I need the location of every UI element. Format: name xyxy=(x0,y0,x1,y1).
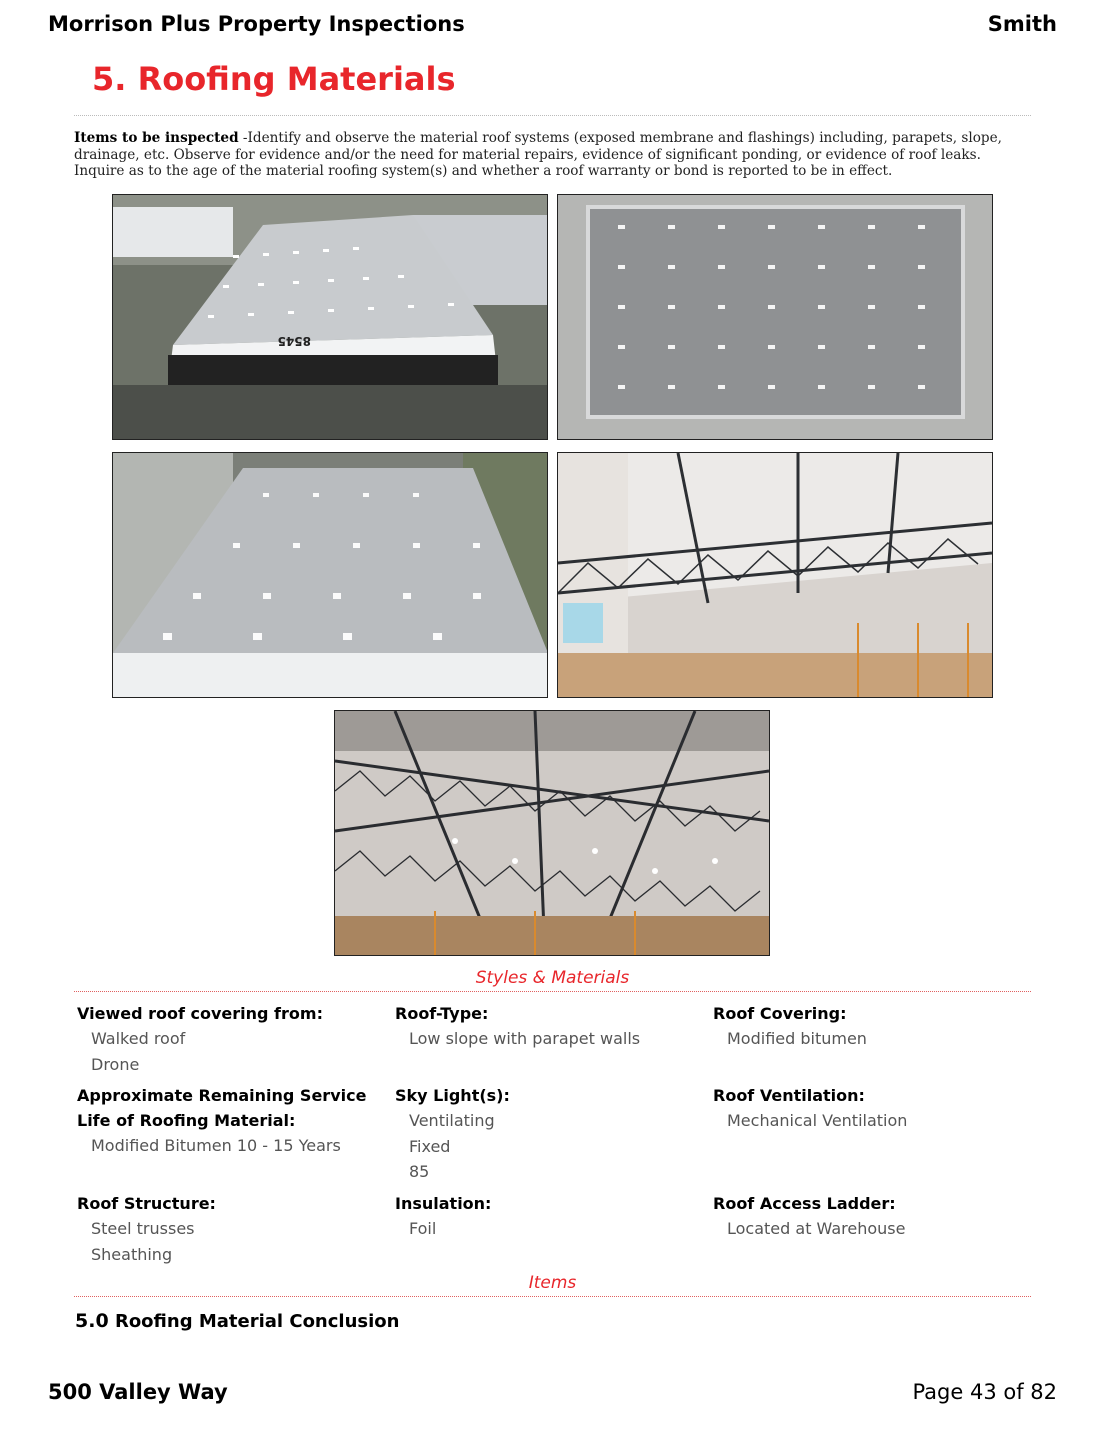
field-label: Roof Ventilation: xyxy=(713,1086,865,1105)
aerial-roof-top-down-photo[interactable] xyxy=(557,194,993,440)
items-divider xyxy=(74,1296,1031,1297)
field-value: Fixed xyxy=(409,1136,451,1156)
field-value: Foil xyxy=(409,1219,437,1238)
roof-type-field xyxy=(395,1001,695,1052)
field-label: Roof Covering: xyxy=(713,1004,847,1023)
service-life-field xyxy=(77,1083,377,1159)
field-label: Roof Access Ladder: xyxy=(713,1194,896,1213)
scope-label: Items to be inspected xyxy=(74,130,239,146)
styles-materials-heading: Styles & Materials xyxy=(475,968,630,988)
sky-lights-field xyxy=(395,1083,695,1185)
conclusion-title: Roofing Material Conclusion xyxy=(114,1311,400,1332)
field-label: Viewed roof covering from: xyxy=(77,1004,323,1023)
field-value: Modified bitumen xyxy=(727,1029,867,1048)
page-number: Page 43 of 82 xyxy=(912,1380,1057,1404)
scope-text: -Identify and observe the material roof systems (exposed membrane and flashings) including, parapets, slope, drainage, etc. Observe for evidence and/or the need for material repairs, evidence of significant ponding, or evidence of roof leaks. Inquire as to the age of the material roofing system(s) and whether a roof warranty or bond is reported to be in effect. xyxy=(74,130,1002,179)
styles-divider xyxy=(74,991,1031,992)
section-title: 5. Roofing Materials xyxy=(92,60,456,98)
items-heading: Items xyxy=(528,1273,577,1293)
field-label: Insulation: xyxy=(395,1194,492,1213)
conclusion-number: 5.0 xyxy=(75,1310,109,1332)
aerial-roof-angled-photo[interactable] xyxy=(112,194,548,440)
field-label: Roof-Type: xyxy=(395,1004,489,1023)
interior-trusses-photo[interactable] xyxy=(334,710,770,956)
viewed-from-field xyxy=(77,1001,377,1077)
field-value: Walked roof xyxy=(91,1029,186,1048)
field-value: Sheathing xyxy=(91,1244,173,1264)
client-name: Smith xyxy=(987,12,1057,36)
field-value: Drone xyxy=(91,1054,140,1074)
aerial-roof-front-photo[interactable] xyxy=(112,452,548,698)
field-label: Roof Structure: xyxy=(77,1194,216,1213)
field-value: Modified Bitumen 10 - 15 Years xyxy=(91,1136,341,1155)
field-value: 85 xyxy=(409,1162,430,1181)
property-address: 500 Valley Way xyxy=(48,1380,228,1404)
conclusion-item[interactable] xyxy=(75,1310,399,1332)
roof-ventilation-field xyxy=(713,1083,1013,1134)
title-divider xyxy=(74,115,1031,116)
field-value: Low slope with parapet walls xyxy=(409,1029,641,1048)
insulation-field xyxy=(395,1191,695,1242)
roof-number-label: 8545 xyxy=(277,334,311,348)
inspection-scope xyxy=(74,130,1034,180)
field-value: Mechanical Ventilation xyxy=(727,1111,908,1130)
roof-access-ladder-field xyxy=(713,1191,1013,1242)
field-value: Ventilating xyxy=(409,1111,495,1130)
company-name: Morrison Plus Property Inspections xyxy=(48,12,465,36)
field-label: Sky Light(s): xyxy=(395,1086,510,1105)
roof-structure-field xyxy=(77,1191,377,1267)
field-value: Steel trusses xyxy=(91,1219,195,1238)
roof-covering-field xyxy=(713,1001,1013,1052)
field-label: Approximate Remaining Service Life of Roofing Material: xyxy=(77,1086,367,1130)
interior-roof-structure-photo[interactable] xyxy=(557,452,993,698)
field-value: Located at Warehouse xyxy=(727,1219,906,1238)
